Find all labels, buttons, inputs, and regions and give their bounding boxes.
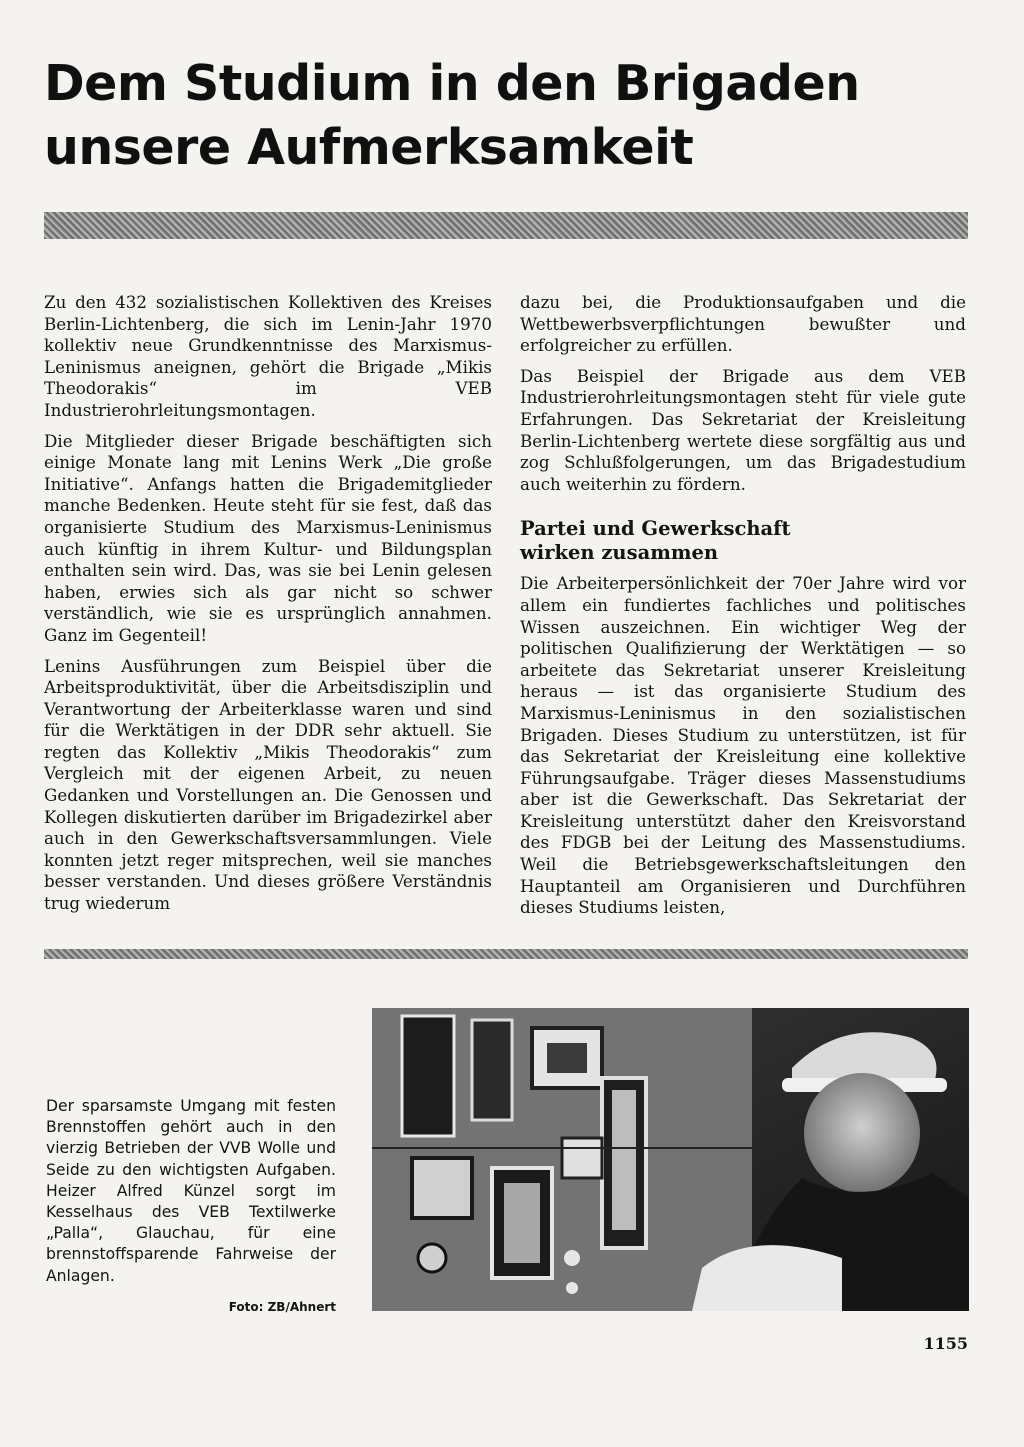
top-halftone-rule <box>44 212 968 239</box>
headline-line-2: unsere Aufmerksamkeit <box>44 119 694 176</box>
right-text-column <box>520 292 966 928</box>
photo-boiler-house-worker <box>372 1008 969 1311</box>
photo-credit: Foto: ZB/Ahnert <box>228 1300 336 1314</box>
left-text-column <box>44 292 492 924</box>
paragraph: Die Arbeiterpersönlichkeit der 70er Jahre wird vor allem ein fundiertes fachliches und politisches Wissen auszeichnen. Ein wichtiger Weg der politischen Qualifizierung der Werktätigen — so arbeitete das Sekretariat unserer Kreisleitung heraus — ist das organisierte Studium des Marxismus-Leninismus in den sozialistischen Brigaden. Dieses Studium zu unterstützen, ist für das Sekretariat der Kreisleitung eine kollektive Führungsaufgabe. Träger dieses Massenstudiums aber ist die Gewerkschaft. Das Sekretariat der Kreisleitung unterstützt daher den Kreisvorstand des FDGB bei der Leitung des Massenstudiums. Weil die Betriebsgewerkschaftsleitungen den Hauptanteil am Organisieren und Durchführen dieses Studiums leisten, <box>520 573 966 918</box>
paragraph: Die Mitglieder dieser Brigade beschäftigten sich einige Monate lang mit Lenins Werk „Die große Initiative“. Anfangs hatten die Brigademitglieder manche Bedenken. Heute steht für sie fest, daß das organisierte Studium des Marxismus-Leninismus auch künftig in ihrem Kultur- und Bildungsplan enthalten sein wird. Das, was sie bei Lenin gelesen haben, erwies sich als gar nicht so schwer verständlich, wie sie es ursprünglich annahmen. Ganz im Gegenteil! <box>44 430 492 645</box>
paragraph: Das Beispiel der Brigade aus dem VEB Industrierohrleitungsmontagen steht für viele gute Erfahrungen. Das Sekretariat der Kreisleitung Berlin-Lichtenberg wertete diese sorgfältig aus und zog Schlußfolgerungen, um das Brigadestudium auch weiterhin zu fördern. <box>520 365 966 494</box>
paragraph: Lenins Ausführungen zum Beispiel über die Arbeitsproduktivität, über die Arbeitsdisziplin und Verantwortung der Arbeiterklasse waren und sind für die Werktätigen in der DDR sehr aktuell. Sie regten das Kollektiv „Mikis Theodorakis“ zum Vergleich mit der eigenen Arbeit, zu neuen Gedanken und Vorstellungen an. Die Genossen und Kollegen diskutierten darüber im Brigadezirkel aber auch in den Gewerkschaftsversammlungen. Viele konnten jetzt reger mitsprechen, weil sie manches besser verstanden. Und dieses größere Verständnis trug wiederum <box>44 655 492 914</box>
headline-line-1: Dem Studium in den Brigaden <box>44 55 860 112</box>
section-subheading <box>520 517 966 565</box>
subheading-line-1: Partei und Gewerkschaft <box>520 517 791 541</box>
paragraph: Zu den 432 sozialistischen Kollektiven des Kreises Berlin-Lichtenberg, die sich im Lenin-Jahr 1970 kollektiv neue Grundkenntnisse des Marxismus-Leninismus aneignen, gehört die Brigade „Mikis Theodorakis“ im VEB Industrierohrleitungsmontagen. <box>44 292 492 420</box>
headline <box>44 52 974 180</box>
page-number: 1155 <box>923 1334 968 1353</box>
subheading-line-2: wirken zusammen <box>520 541 719 565</box>
paragraph: dazu bei, die Produktionsaufgaben und die Wettbewerbsverpflichtungen bewußter und erfolgreicher zu erfüllen. <box>520 292 966 356</box>
middle-halftone-rule <box>44 949 968 959</box>
photo-illustration <box>372 1008 969 1311</box>
photo-caption: Der sparsamste Umgang mit festen Brennstoffen gehört auch in den vierzig Betrieben der VVB Wolle und Seide zu den wichtigsten Aufgaben. Heizer Alfred Künzel sorgt im Kesselhaus des VEB Textilwerke „Palla“, Glauchau, für eine brennstoffsparende Fahrweise der Anlagen. <box>46 1097 336 1285</box>
